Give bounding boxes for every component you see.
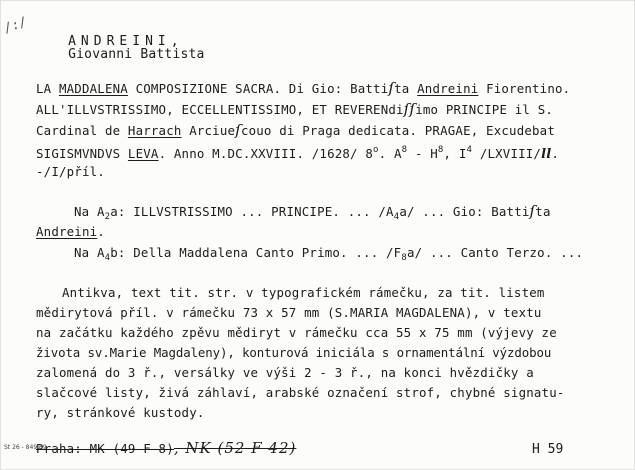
- title-text: SIGISMVNDVS: [36, 146, 128, 161]
- note-text: a: ILLVSTRISSIMO ... PRINCIPE. ... /A: [110, 204, 394, 219]
- title-text: imo PRINCIPE il S.: [415, 102, 554, 117]
- title-text: Cardinal de: [36, 123, 128, 138]
- title-text: COMPOSIZIONE SACRA. Di Gio: Batti: [127, 81, 389, 96]
- title-text: . Anno M.DC.XXVIII. /1628/ 8: [158, 146, 374, 161]
- note-text: a/ ... Gio: Batti: [399, 204, 530, 219]
- long-s-glyph: ſ: [529, 202, 536, 220]
- card-stock-code: [4, 445, 47, 452]
- title-line-3: [36, 121, 555, 139]
- title-text: LA: [36, 81, 59, 96]
- title-underlined-word: MADDALENA: [58, 81, 128, 96]
- long-s-glyph: ſſ: [403, 100, 416, 118]
- card-stock-code-text: St 26 - 849 69: [4, 444, 47, 451]
- note-text: Na A: [74, 204, 105, 219]
- note-text: Na A: [74, 245, 105, 260]
- signature-superscript: 8: [437, 145, 444, 155]
- title-text: - H: [407, 146, 438, 161]
- title-text: couo di Praga dedicata. PRAGAE, Excudebat: [240, 123, 555, 138]
- note-line-2: [36, 226, 105, 238]
- title-line-5: -/I/příl.: [36, 164, 105, 179]
- struck-location: Praha: MK (49 F 8): [36, 441, 174, 456]
- description-line-6: slačcové listy, živá záhlaví, arabské označení strof, chybné signatu-: [36, 385, 565, 400]
- signature-subscript: 8: [401, 253, 407, 263]
- description-line-7: ry, stránkové kustody.: [36, 405, 205, 420]
- note-text: .: [97, 224, 105, 239]
- author-surname: ANDREINI,: [68, 34, 184, 49]
- title-text: /LXVIII/: [472, 146, 542, 161]
- signature-superscript: 8: [401, 145, 408, 155]
- signature-subscript: 4: [393, 212, 400, 222]
- description-line-1: Antikva, text tit. str. v typografickém rámečku, za tit. listem: [62, 285, 545, 300]
- card-heading: [36, 22, 205, 74]
- cardinal-underlined-name: Harrach: [127, 123, 182, 138]
- long-s-glyph: ſ: [235, 121, 241, 139]
- title-text: ALL'ILLVSTRISSIMO, ECCELLENTISSIMO, ET REVERENdi: [36, 102, 404, 117]
- call-number: H 59: [532, 442, 564, 457]
- margin-mark: /:/: [2, 14, 30, 37]
- format-superscript: o: [373, 145, 379, 155]
- description-line-4: života sv.Marie Magdaleny), konturová iniciála s ornamentální výzdobou: [36, 345, 552, 360]
- title-text: .: [551, 146, 560, 161]
- handwritten-location: , NK (52 F 42): [173, 439, 297, 457]
- signature-subscript: 4: [104, 253, 111, 263]
- note-text: a/ ... Canto Terzo. ...: [406, 245, 584, 260]
- note-line-3: [74, 247, 583, 263]
- title-text: , I: [443, 146, 467, 161]
- author-underlined-name: Andreini: [36, 224, 98, 239]
- title-line-1: [36, 79, 571, 97]
- title-text: Fiorentino.: [478, 81, 571, 96]
- author-underlined-name: Andreini: [417, 81, 479, 96]
- handwritten-mark: ll: [541, 147, 552, 162]
- note-text: b: Della Maddalena Canto Primo. ... /F: [110, 245, 402, 260]
- title-text: ta: [394, 81, 418, 96]
- title-text: . A: [378, 146, 402, 161]
- long-s-glyph: ſ: [388, 79, 395, 97]
- title-line-2: [36, 100, 554, 118]
- description-line-3: na začátku každého zpěvu mědiryt v rámečku cca 55 x 75 mm (výjevy ze: [36, 325, 557, 340]
- description-line-2: mědirytová příl. v rámečku 73 x 57 mm (S.MARIA MAGDALENA), v textu: [36, 305, 542, 320]
- signature-subscript: 2: [104, 212, 111, 222]
- author-given-name: Giovanni Battista: [68, 47, 205, 62]
- signature-superscript: 4: [466, 145, 473, 155]
- note-line-1: [74, 202, 551, 222]
- note-text: ta: [535, 204, 551, 219]
- description-line-5: zalomená do 3 ř., versálky ve výši 2 - 3 ř., na konci hvězdičky a: [36, 365, 534, 380]
- printer-underlined-name: LEVA: [127, 146, 159, 161]
- location-line: [36, 441, 296, 456]
- title-text: Arciue: [181, 123, 236, 138]
- title-line-4: [36, 146, 559, 161]
